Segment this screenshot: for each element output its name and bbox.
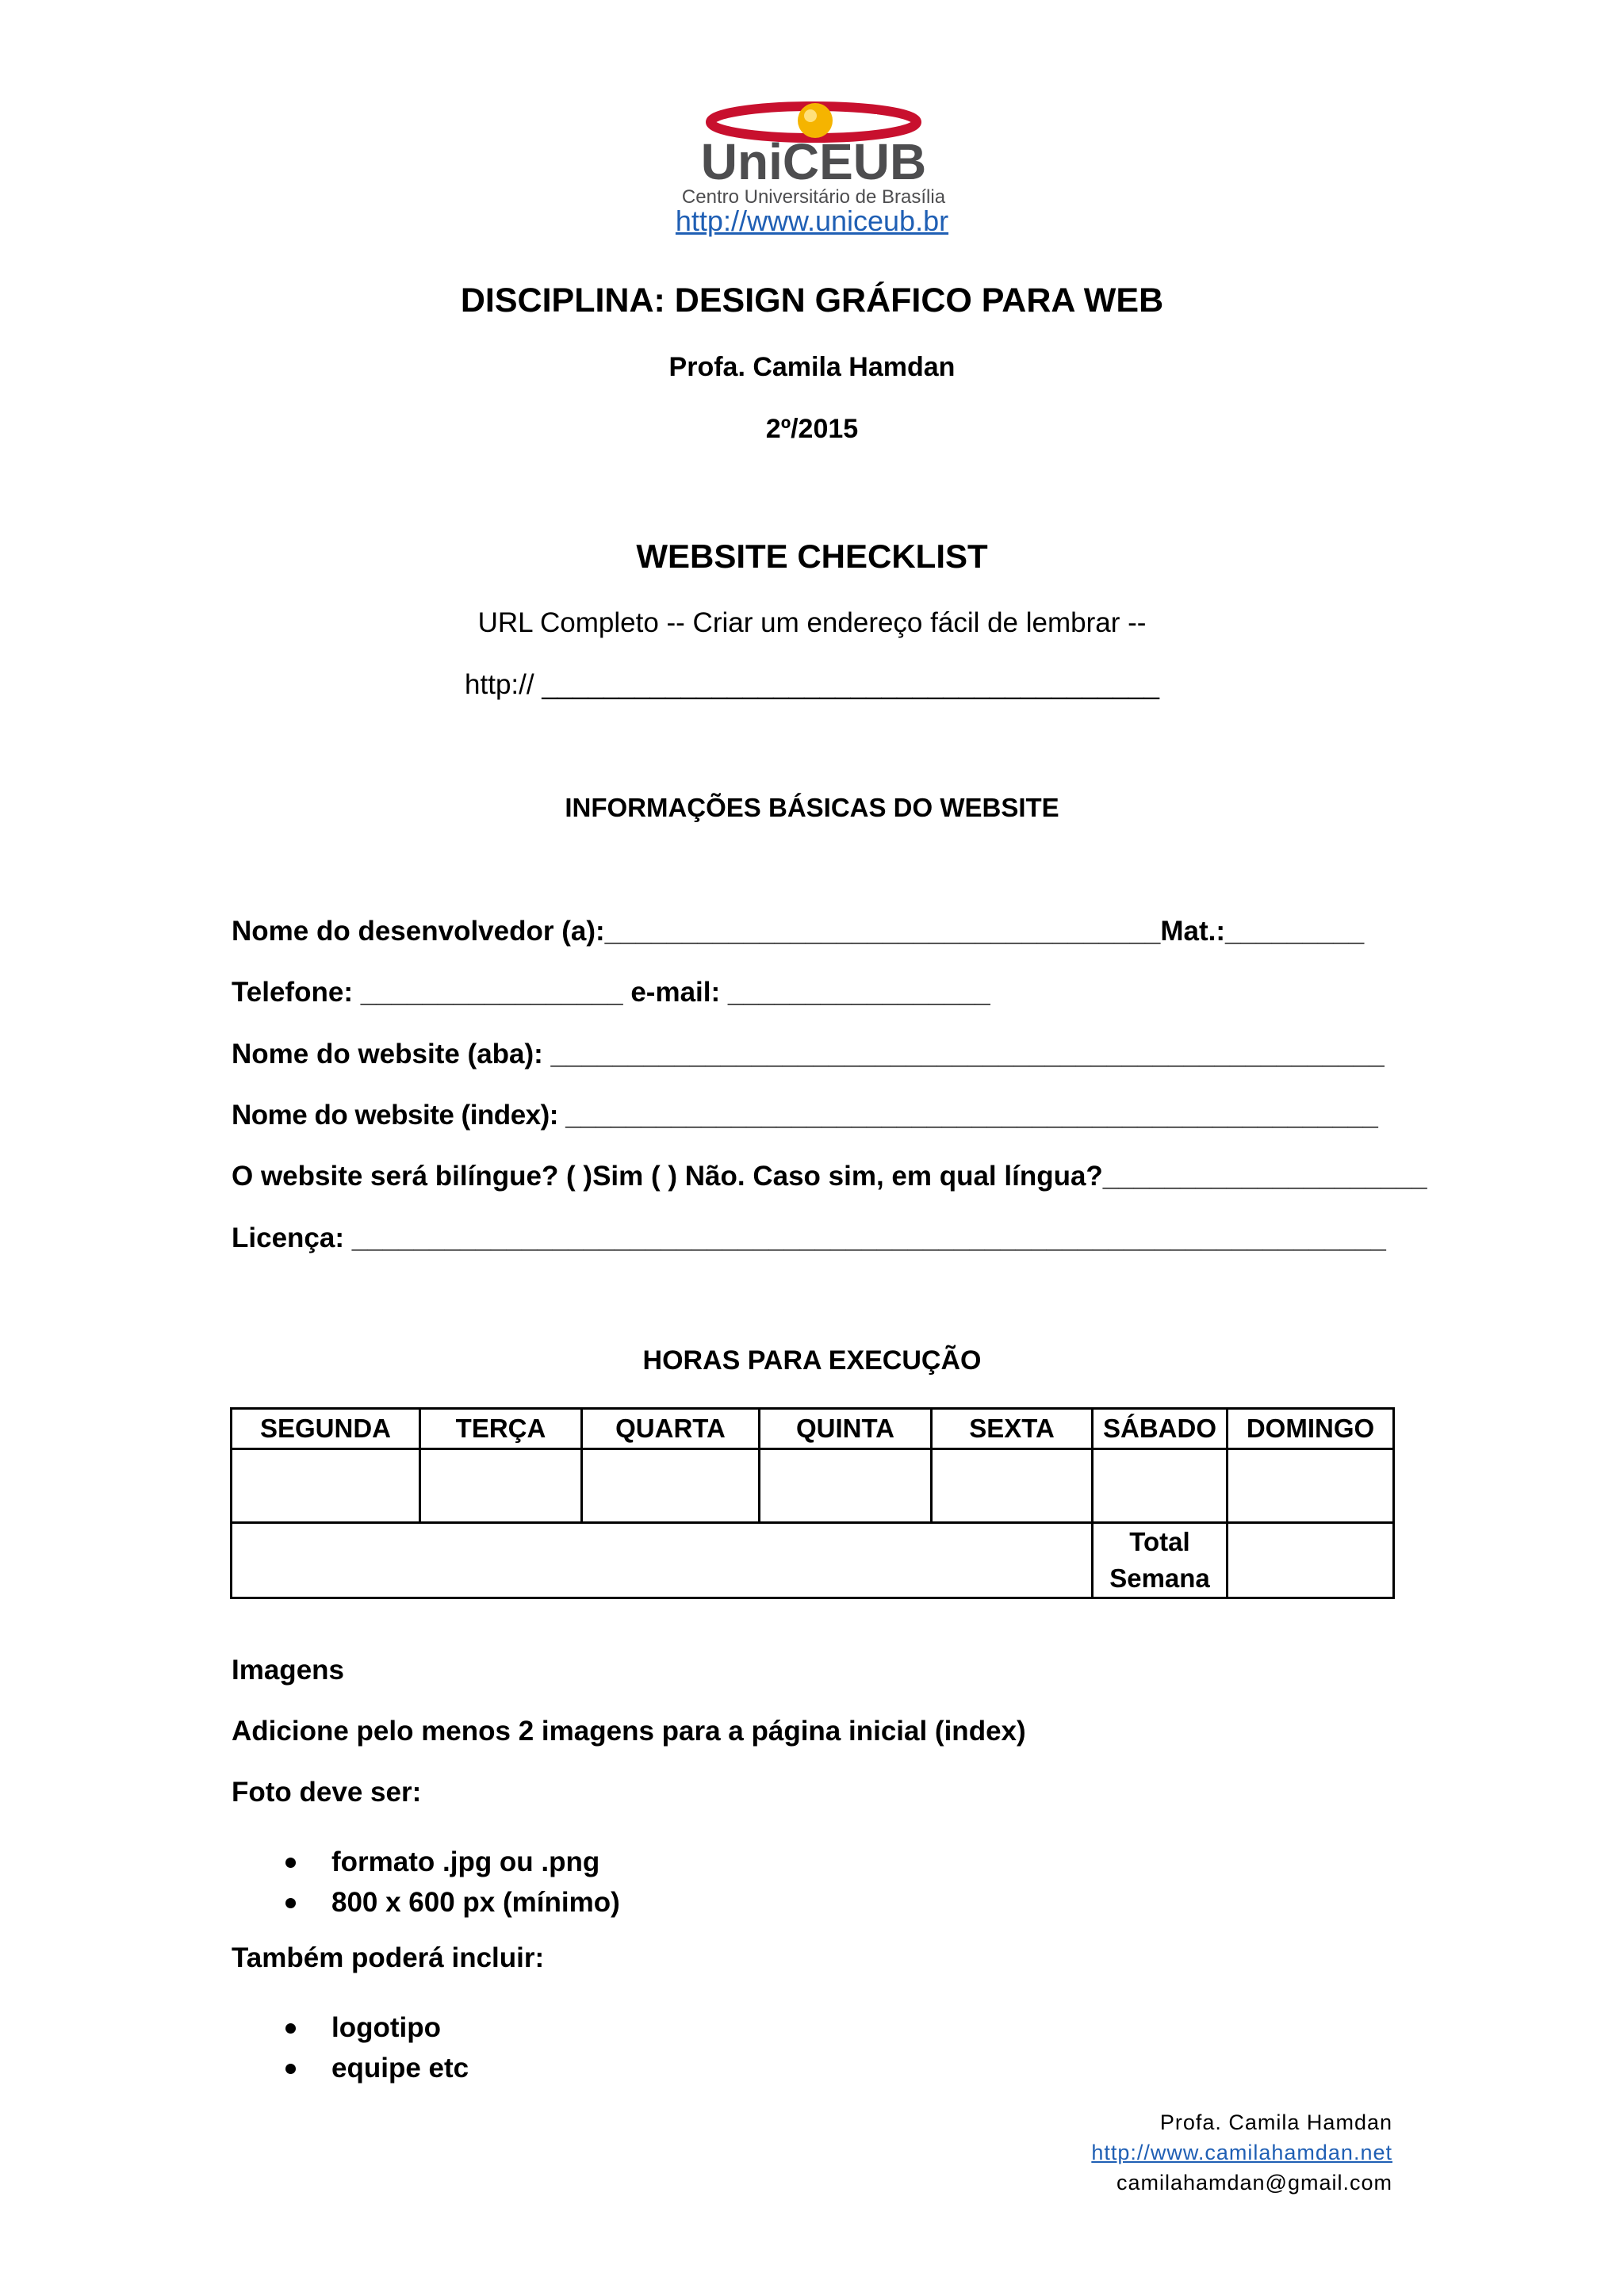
hours-cell-wednesday[interactable] <box>582 1449 760 1523</box>
also-include-list <box>232 2007 469 2088</box>
hours-cell-thursday[interactable] <box>760 1449 932 1523</box>
bullet-icon <box>285 1858 296 1868</box>
logo-subtitle: Centro Universitário de Brasília <box>681 186 946 208</box>
day-header-friday: SEXTA <box>932 1409 1093 1449</box>
checklist-title: WEBSITE CHECKLIST <box>636 538 988 575</box>
hours-cell-sunday[interactable] <box>1228 1449 1394 1523</box>
website-name-index-field[interactable]: Nome do website (index): ______________________________________________________ <box>232 1100 1378 1131</box>
website-name-tab-field[interactable]: Nome do website (aba): ______________________________________________________ <box>232 1039 1385 1070</box>
list-item: logotipo <box>232 2007 469 2048</box>
list-item: equipe etc <box>232 2048 469 2088</box>
total-week-cell[interactable] <box>1228 1523 1394 1598</box>
day-header-thursday: QUINTA <box>760 1409 932 1449</box>
http-field[interactable]: http:// ________________________________________ <box>465 669 1159 700</box>
hours-heading: HORAS PARA EXECUÇÃO <box>642 1345 982 1376</box>
course-title: DISCIPLINA: DESIGN GRÁFICO PARA WEB <box>460 281 1164 320</box>
total-label-line1: Total <box>1129 1527 1190 1556</box>
developer-name-field[interactable]: Nome do desenvolvedor (a):____________________________________Mat.:_________ <box>232 916 1365 947</box>
bullet-icon <box>285 2023 296 2034</box>
day-header-monday: SEGUNDA <box>232 1409 420 1449</box>
also-include-label: Também poderá incluir: <box>232 1942 545 1973</box>
photo-label: Foto deve ser: <box>232 1777 422 1808</box>
footer-email: camilahamdan@gmail.com <box>1116 2171 1392 2195</box>
footer-website-link[interactable]: http://www.camilahamdan.net <box>1091 2141 1392 2164</box>
bullet-icon <box>285 1898 296 1908</box>
hours-cell-monday[interactable] <box>232 1449 420 1523</box>
total-week-label <box>1093 1523 1228 1598</box>
day-header-tuesday: TERÇA <box>420 1409 582 1449</box>
photo-requirements-list <box>232 1842 620 1923</box>
footer-name: Profa. Camila Hamdan <box>1159 2110 1392 2134</box>
hours-cell-saturday[interactable] <box>1093 1449 1228 1523</box>
bullet-icon <box>285 2064 296 2074</box>
phone-email-field[interactable]: Telefone: _________________ e-mail: _________________ <box>232 977 990 1008</box>
day-header-saturday: SÁBADO <box>1093 1409 1228 1449</box>
hours-table <box>230 1407 1395 1599</box>
license-field[interactable]: Licença: ___________________________________________________________________ <box>232 1223 1386 1253</box>
images-heading: Imagens <box>232 1655 344 1686</box>
list-item: formato .jpg ou .png <box>232 1842 620 1882</box>
hours-cell-friday[interactable] <box>932 1449 1093 1523</box>
uniceub-link[interactable]: http://www.uniceub.br <box>675 205 949 237</box>
day-header-sunday: DOMINGO <box>1228 1409 1394 1449</box>
uniceub-logo <box>663 100 964 211</box>
list-item: 800 x 600 px (mínimo) <box>232 1882 620 1923</box>
total-label-line2: Semana <box>1109 1563 1210 1593</box>
hours-cell-tuesday[interactable] <box>420 1449 582 1523</box>
day-header-wednesday: QUARTA <box>582 1409 760 1449</box>
images-instruction: Adicione pelo menos 2 imagens para a página inicial (index) <box>232 1716 1026 1747</box>
semester: 2º/2015 <box>765 414 859 444</box>
professor-name: Profa. Camila Hamdan <box>668 352 956 382</box>
logo-text: UniCEUB <box>700 133 927 190</box>
bilingual-field[interactable]: O website será bilíngue? ( )Sim ( ) Não. Caso sim, em qual língua?_____________________ <box>232 1161 1427 1192</box>
basic-info-heading: INFORMAÇÕES BÁSICAS DO WEBSITE <box>565 793 1059 822</box>
hours-blank-cell <box>232 1523 1093 1598</box>
url-instruction: URL Completo -- Criar um endereço fácil de lembrar -- <box>477 607 1147 638</box>
